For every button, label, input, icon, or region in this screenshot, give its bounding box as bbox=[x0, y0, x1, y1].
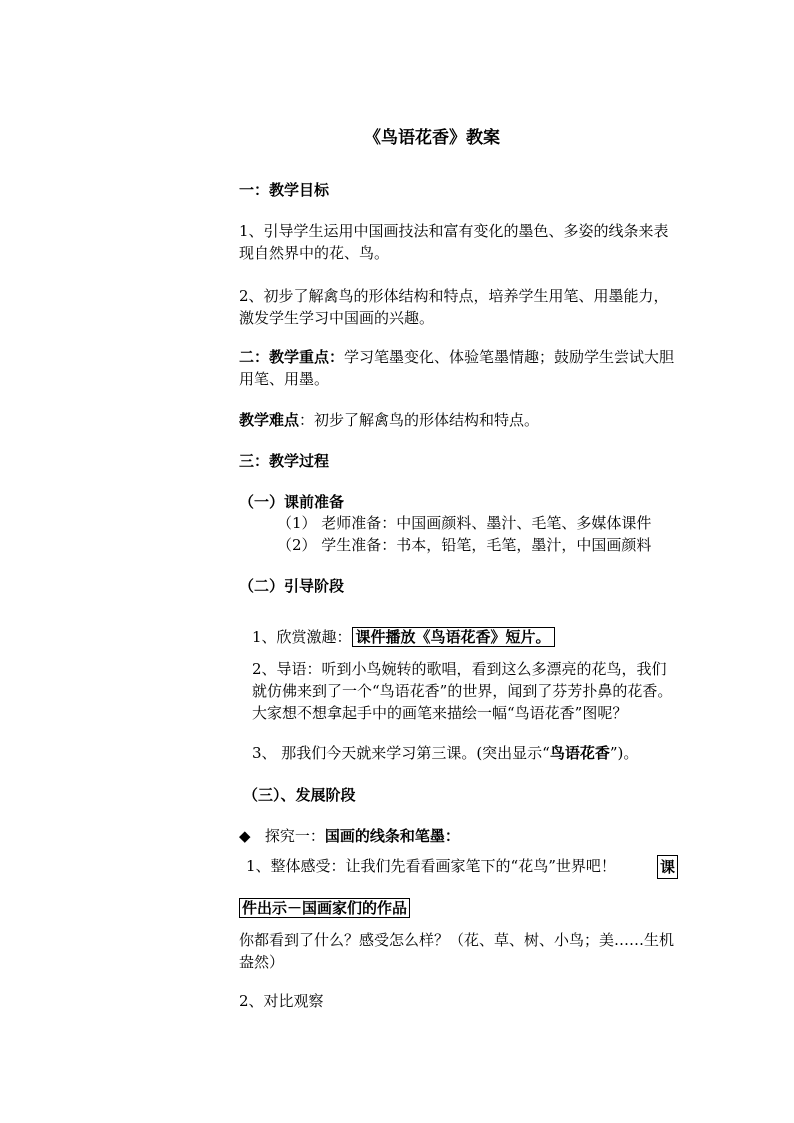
guidance-item-1-boxed-text: 课件播放《鸟语花香》短片。 bbox=[352, 627, 555, 647]
guidance-item-3-text: 3、 那我们今天就来学习第三课。(突出显示“ bbox=[252, 744, 550, 762]
guidance-item-2: 2、导语：听到小鸟婉转的歌唱，看到这么多漂亮的花鸟，我们就仿佛来到了一个“鸟语花香”的世界，闻到了芬芳扑鼻的花香。大家想不想拿起手中的画笔来描绘一幅“鸟语花香”图呢？ bbox=[252, 660, 673, 722]
development-question: 你都看到了什么？感受怎么样？（花、草、树、小鸟；美……生机盎然） bbox=[239, 931, 675, 971]
explore-topic: 国画的线条和笔墨： bbox=[324, 827, 460, 845]
phase-heading-guidance: （二）引导阶段 bbox=[239, 577, 345, 595]
development-item-1-text: 1、整体感受：让我们先看看画家笔下的“花鸟”世界吧！ bbox=[246, 857, 616, 875]
preparation-item-student: （2） 学生准备：书本，铅笔，毛笔，墨汁，中国画颜料 bbox=[277, 536, 652, 554]
development-item-2: 2、对比观察 bbox=[239, 992, 324, 1010]
phase-heading-development: （三）、发展阶段 bbox=[243, 786, 356, 804]
section-heading-process: 三：教学过程 bbox=[239, 452, 330, 470]
explore-label: 探究一： bbox=[264, 827, 325, 845]
section-heading-objectives: 一：教学目标 bbox=[239, 181, 330, 199]
difficulty-label: 教学难点 bbox=[239, 411, 300, 429]
guidance-item-3 bbox=[252, 742, 676, 764]
explore-line bbox=[239, 825, 679, 847]
guidance-item-1 bbox=[252, 626, 676, 648]
difficulty-text: ：初步了解禽鸟的形体结构和特点。 bbox=[299, 411, 540, 429]
development-item-1-boxed-rest: 件出示－国画家们的作品 bbox=[239, 898, 410, 918]
key-points-paragraph bbox=[239, 346, 679, 390]
development-item-1 bbox=[246, 855, 678, 879]
guidance-item-3-end: ”)。 bbox=[609, 744, 639, 762]
phase-heading-preparation: （一）课前准备 bbox=[239, 493, 345, 511]
development-item-1-boxed-start: 课 bbox=[657, 855, 678, 879]
page-title: 《鸟语花香》教案 bbox=[364, 128, 500, 148]
objective-paragraph-1: 1、引导学生运用中国画技法和富有变化的墨色、多姿的线条来表现自然界中的花、鸟。 bbox=[239, 222, 669, 262]
diamond-bullet-icon: ◆ bbox=[239, 827, 251, 845]
guidance-item-1-label: 1、欣赏激趣： bbox=[252, 628, 352, 646]
key-points-label: 二：教学重点： bbox=[239, 348, 345, 366]
key-points-text: 学习笔墨变化、体验笔墨情趣；鼓励学生尝试大胆用笔、用墨。 bbox=[239, 348, 675, 388]
objective-paragraph-2: 2、初步了解禽鸟的形体结构和特点，培养学生用笔、用墨能力，激发学生学习中国画的兴趣。 bbox=[239, 287, 669, 327]
difficulty-paragraph bbox=[239, 409, 679, 431]
preparation-item-teacher: （1） 老师准备：中国画颜料、墨汁、毛笔、多媒体课件 bbox=[277, 514, 652, 532]
guidance-item-3-highlight: 鸟语花香 bbox=[549, 744, 610, 762]
development-item-1-continued bbox=[239, 897, 679, 919]
